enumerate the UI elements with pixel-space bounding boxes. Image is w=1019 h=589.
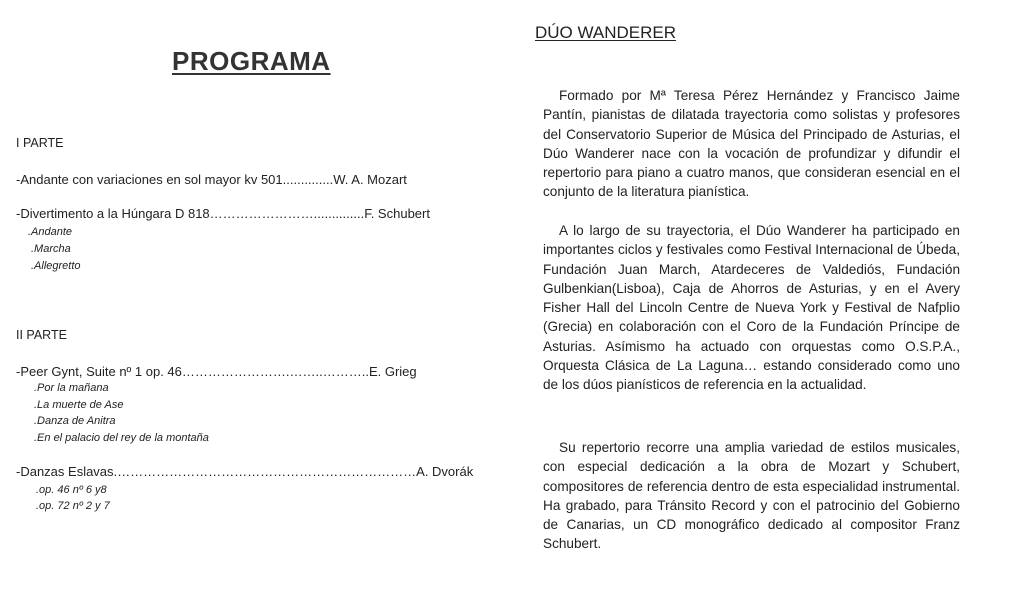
piece-dvorak: -Danzas Eslavas.……………………………………………………………A. Dvorák: [16, 464, 474, 479]
movement-item: .Por la mañana: [34, 382, 109, 394]
part-2-heading: II PARTE: [16, 328, 67, 342]
movement-item: .Marcha: [31, 243, 71, 255]
bio-paragraph-1: Formado por Mª Teresa Pérez Hernández y Francisco Jaime Pantín, pianistas de dilatada trayectoria como solistas y profesores del Conservatorio Superior de Música del Principado de Asturias, el Dúo Wanderer nace con la vocación de profundizar y difundir el repertorio para piano a cuatro manos, que consideran esencial en el conjunto de la literatura pianística.: [543, 88, 960, 200]
movement-item: .Andante: [28, 226, 73, 238]
duo-title: DÚO WANDERER: [535, 23, 677, 42]
program-title: PROGRAMA: [172, 46, 331, 76]
movement-item: .op. 72 nº 2 y 7: [36, 500, 110, 512]
movement-item: .En el palacio del rey de la montaña: [34, 432, 209, 444]
bio-paragraph-2: A lo largo de su trayectoria, el Dúo Wanderer ha participado en importantes ciclos y festivales como Festival Internacional de Úbeda, Fundación Juan March, Atardeceres de Valdediós, Fundación Gulbenkian(Lisboa), Caja de Ahorros de Asturias, y en el Avery Fisher Hall del Lincoln Centre de Nueva York y Festival de Nafplio (Grecia) en colaboración con el Coro de la Fundación Príncipe de Asturias. Asímismo ha actuado con orquestas como O.S.P.A., Orquesta Clásica de La Laguna… estando considerado como uno de los dúos pianísticos de referencia en la actualidad.: [543, 223, 960, 393]
piece-grieg: -Peer Gynt, Suite nº 1 op. 46…………………….……..………..E. Grieg: [16, 364, 417, 379]
movement-item: .La muerte de Ase: [34, 399, 124, 411]
movement-item: .Allegretto: [31, 260, 81, 272]
part-1-heading: I PARTE: [16, 136, 64, 150]
piece-mozart: -Andante con variaciones en sol mayor kv 501..............W. A. Mozart: [16, 172, 407, 187]
movement-item: .op. 46 nº 6 y8: [36, 484, 107, 496]
piece-schubert: -Divertimento a la Húngara D 818……………………..............F. Schubert: [16, 206, 430, 221]
bio-paragraph-3: Su repertorio recorre una amplia variedad de estilos musicales, con especial dedicación a la obra de Mozart y Schubert, compositores de referencia dentro de esta especialidad instrumental. Ha grabado, para Tránsito Record y con el patrocinio del Gobierno de Canarias, un CD monográfico dedicado al compositor Franz Schubert.: [543, 440, 960, 552]
movement-item: .Danza de Anitra: [34, 415, 116, 427]
